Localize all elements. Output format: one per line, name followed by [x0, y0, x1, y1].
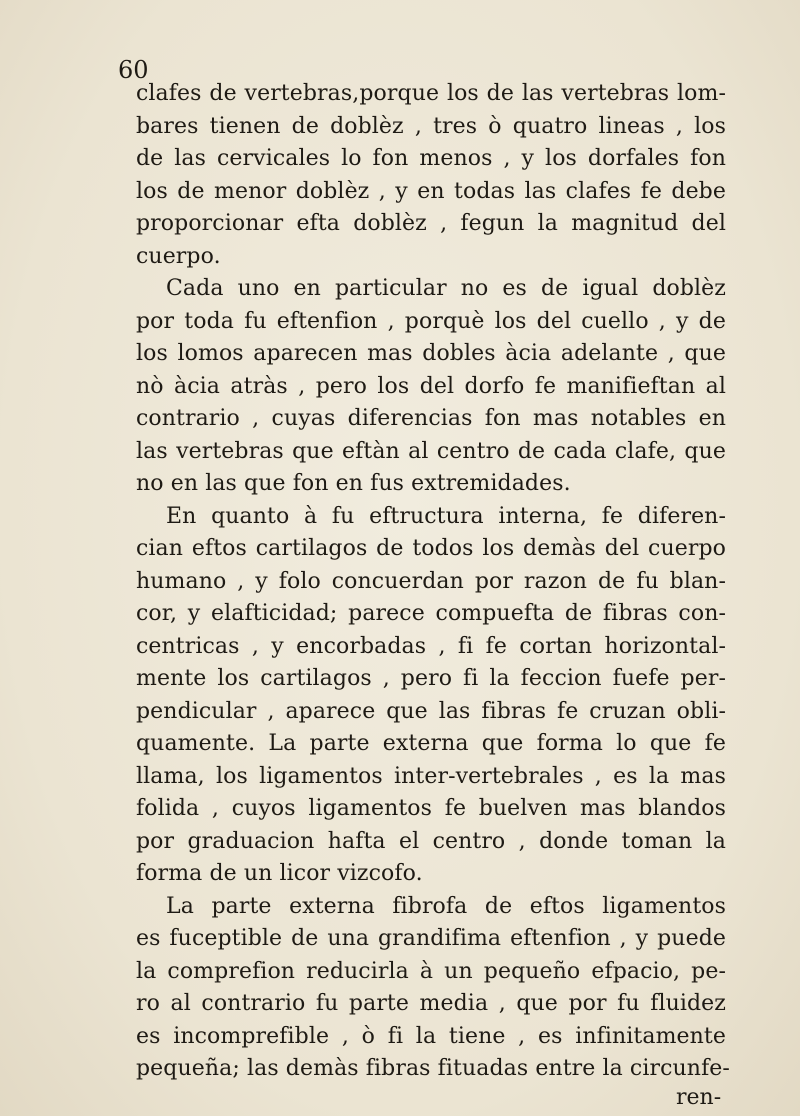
- text-line: mente los cartilagos , pero fi la feccion fuefe per-: [136, 666, 726, 691]
- text-line: llama, los ligamentos inter-vertebrales , es la mas: [136, 763, 726, 789]
- catchword: ren-: [676, 1085, 722, 1110]
- text-line: de las cervicales lo fon menos , y los dorfales fon: [136, 146, 726, 171]
- text-line: cor, y elafticidad; parece compuefta de fibras con-: [136, 601, 726, 626]
- text-line: es fuceptible de una grandifima eftenfion , y puede: [136, 926, 726, 951]
- text-line: pequeña; las demàs fibras fituadas entre la circunfe-: [136, 1056, 730, 1081]
- body-text: [136, 78, 730, 1086]
- text-line: quamente. La parte externa que forma lo que fe: [136, 731, 726, 756]
- text-line: Cada uno en particular no es de igual doblèz: [166, 276, 726, 301]
- text-line: folida , cuyos ligamentos fe buelven mas blandos: [136, 796, 726, 821]
- text-line: bares tienen de doblèz , tres ò quatro lineas , los: [136, 113, 726, 139]
- text-line: humano , y folo concuerdan por razon de fu blan-: [136, 568, 726, 594]
- text-line: los de menor doblèz , y en todas las clafes fe debe: [136, 178, 726, 204]
- page-number: 60: [118, 56, 149, 84]
- text-line: por toda fu eftenfion , porquè los del cuello , y de: [136, 308, 726, 334]
- text-line: ro al contrario fu parte media , que por fu fluidez: [136, 991, 726, 1016]
- text-line: pendicular , aparece que las fibras fe cruzan obli-: [136, 698, 726, 724]
- text-line: no en las que fon en fus extremidades.: [136, 471, 571, 496]
- text-line: centricas , y encorbadas , fi fe cortan horizontal-: [136, 633, 726, 659]
- text-line: cuerpo.: [136, 243, 221, 269]
- text-line: cian eftos cartilagos de todos los demàs del cuerpo: [136, 536, 726, 561]
- text-line: la comprefion reducirla à un pequeño efpacio, pe-: [136, 958, 726, 984]
- text-line: contrario , cuyas diferencias fon mas notables en: [136, 406, 726, 431]
- text-line: los lomos aparecen mas dobles àcia adelante , que: [136, 341, 726, 366]
- text-line: En quanto à fu eftructura interna, fe diferen-: [166, 503, 726, 529]
- text-line: es incomprefible , ò fi la tiene , es infinitamente: [136, 1023, 726, 1049]
- text-line: por graduacion hafta el centro , donde toman la: [136, 828, 726, 854]
- text-line: forma de un licor vizcofo.: [136, 861, 423, 886]
- text-line: las vertebras que eftàn al centro de cada clafe, que: [136, 438, 726, 464]
- text-line: proporcionar efta doblèz , fegun la magnitud del: [136, 211, 726, 236]
- text-line: La parte externa fibrofa de eftos ligamentos: [166, 893, 726, 919]
- text-line: clafes de vertebras,porque los de las vertebras lom-: [136, 81, 726, 106]
- text-line: nò àcia atràs , pero los del dorfo fe manifieftan al: [136, 373, 726, 399]
